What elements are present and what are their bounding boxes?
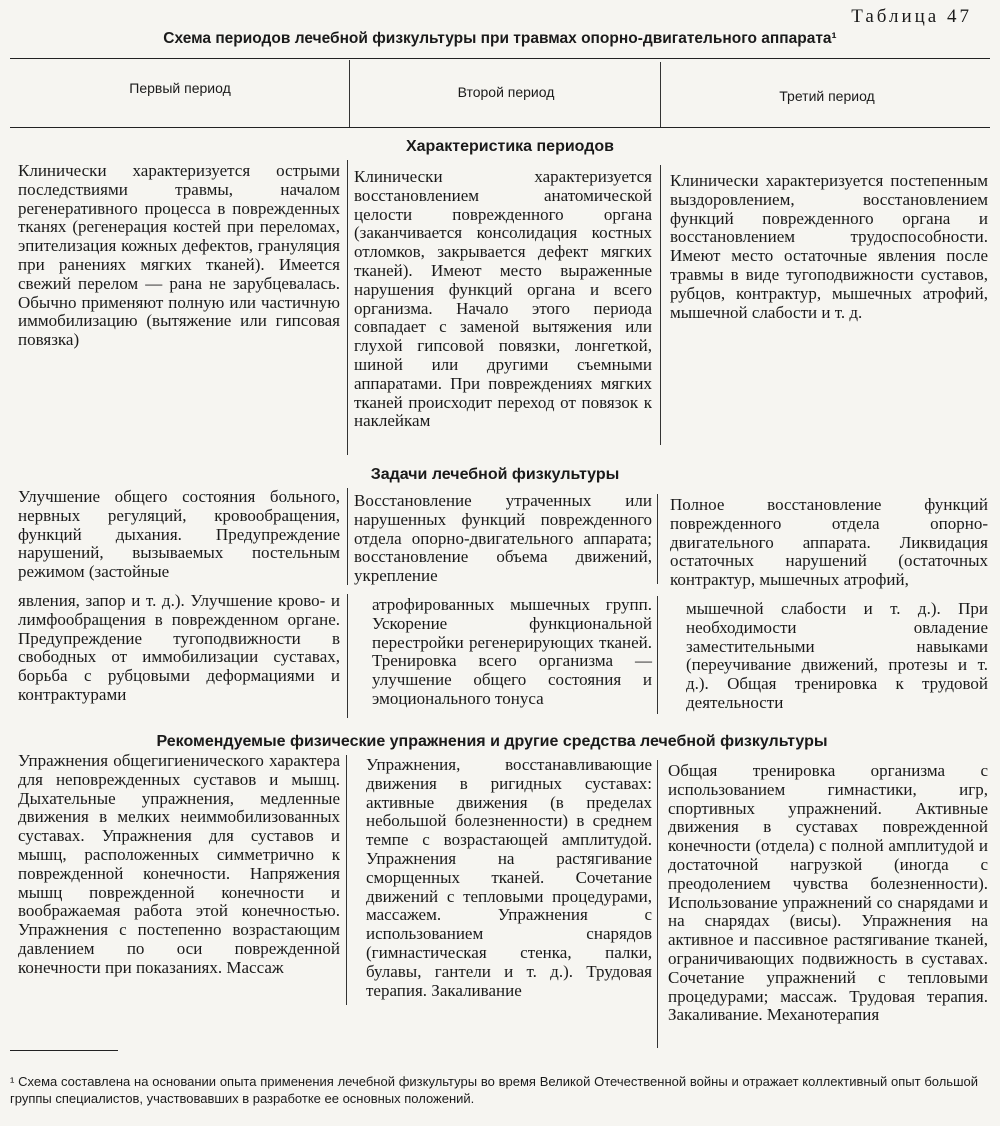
header-top-rule — [10, 58, 990, 59]
characteristics-third: Клинически характеризуется постепенным выздоровлением, восстановлением функций поврежденного органа и восстановлением трудоспособности. Имеют место остаточные явления после травмы в виде тугоподвижности суставов, рубцов, контрактур, мышечных атрофий, мышечной слабости и т. д. — [670, 171, 988, 322]
characteristics-first: Клинически характеризуется острыми последствиями травмы, началом регенеративного процесса в поврежденных тканях (регенерация костей при переломах, эпителизация кожных дефектов, грануляция при ранениях мягких тканей). Имеется свежий перелом — рана не зарубцевалась. Обычно применяют полную или частичную иммобилизацию (вытяжение или гипсовая повязка) — [18, 161, 340, 350]
column-divider — [657, 494, 658, 584]
header-bottom-rule — [10, 127, 990, 128]
tasks-third-part2: мышечной слабости и т. д.). При необходимости овладение заместительными навыками (переучивание движений, протезы и т. д.). Общая тренировка к трудовой деятельности — [686, 599, 988, 712]
column-header-third: Третий период — [779, 88, 875, 104]
tasks-first-part1: Улучшение общего состояния больного, нервных регуляций, кровообращения, функций дыхания. Предупреждение нарушений, вызываемых постельным режимом (застойные — [18, 487, 340, 582]
tasks-second-part1: Восстановление утраченных или нарушенных функций поврежденного отдела опорно-двигательного аппарата; восстановление объема движений, укрепление — [354, 491, 652, 586]
section-title-characteristics: Характеристика периодов — [405, 138, 614, 155]
column-divider — [660, 165, 661, 445]
characteristics-second: Клинически характеризуется восстановлением анатомической целости поврежденного органа (заканчивается консолидация костных отломков, закрывается дефект мягких тканей). Имеют место выраженные нарушения функций органа и всего организма. Начало этого периода совпадает с заменой вытяжения или глухой гипсовой повязки, лонгеткой, шиной или другими съемными аппаратами. При повреждениях мягких тканей происходит переход от повязок к наклейкам — [354, 167, 652, 431]
section-title-tasks: Задачи лечебной физкультуры — [370, 466, 620, 483]
column-header-second: Второй период — [457, 84, 555, 100]
tasks-second-part2: атрофированных мышечных групп. Ускорение функциональной перестройки регенерирующих тканей. Тренировка всего организма — улучшение общего состояния и эмоционального тонуса — [372, 595, 652, 708]
column-header-first: Первый период — [129, 80, 231, 96]
table-number: Таблица 47 — [851, 6, 972, 27]
footnote-rule — [10, 1050, 118, 1051]
tasks-third-part1: Полное восстановление функций поврежденного отдела опорно-двигательного аппарата. Ликвидация остаточных нарушений (остаточных контрактур, мышечных атрофий, — [670, 495, 988, 590]
column-divider — [346, 755, 347, 1005]
column-divider — [657, 760, 658, 1048]
column-divider — [349, 60, 350, 127]
column-divider — [657, 596, 658, 714]
table-title: Схема периодов лечебной физкультуры при травмах опорно-двигательного аппарата¹ — [163, 30, 837, 47]
section-title-exercises: Рекомендуемые физические упражнения и другие средства лечебной физкультуры — [156, 733, 828, 750]
footnote: ¹ Схема составлена на основании опыта применения лечебной физкультуры во время Великой Отечественной войны и отражает коллективный опыт большой группы специалистов, участвовавших в разработке ее основных положений. — [10, 1074, 978, 1106]
column-divider — [347, 594, 348, 718]
exercises-first: Упражнения общегигиенического характера для неповрежденных суставов и мышц. Дыхательные упражнения, медленные движения в мелких неиммобилизованных суставах. Упражнения для суставов и мышц, расположенных симметрично к поврежденной конечности. Напряжения мышц поврежденной конечности и воображаемая работа этой конечностью. Упражнения с постепенно возрастающим давлением по оси поврежденной конечности при показаниях. Массаж — [18, 751, 340, 977]
exercises-third: Общая тренировка организма с использованием гимнастики, игр, спортивных упражнений. Активные движения в суставах поврежденной конечности (отдела) с полной амплитудой и достаточной нагрузкой (иногда с преодолением чувства болезненности). Использование упражнений со снарядами и на снарядах (висы). Упражнения на активное и пассивное растягивание тканей, ограничивающих подвижность в суставах. Сочетание упражнений с тепловыми процедурами; массаж. Трудовая терапия. Закаливание. Механотерапия — [668, 761, 988, 1025]
column-divider — [347, 488, 348, 585]
column-divider — [660, 62, 661, 127]
tasks-first-part2: явления, запор и т. д.). Улучшение крово- и лимфообращения в поврежденном органе. Предупреждение тугоподвижности в свободных от иммобилизации суставах, борьба с рубцовыми деформациями и контрактурами — [18, 591, 340, 704]
column-divider — [347, 160, 348, 455]
exercises-second: Упражнения, восстанавливающие движения в ригидных суставах: активные движения (в пределах небольшой болезненности) в среднем темпе с возрастающей амплитудой. Упражнения на растягивание сморщенных тканей. Сочетание движений с тепловыми процедурами, массажем. Упражнения с использованием снарядов (гимнастическая стенка, палки, булавы, гантели и т. д.). Трудовая терапия. Закаливание — [366, 755, 652, 1000]
